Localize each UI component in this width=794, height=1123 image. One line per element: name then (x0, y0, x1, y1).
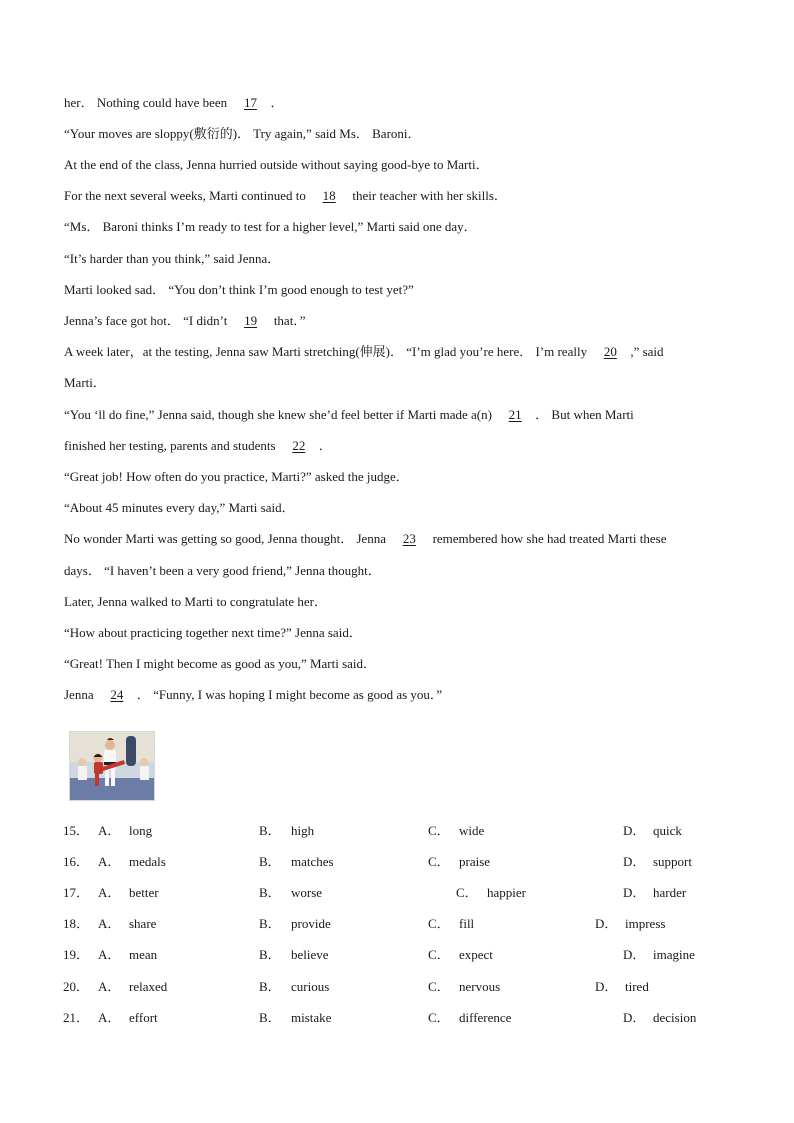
question-number: 16． (63, 854, 90, 869)
option-c[interactable]: praise (459, 854, 491, 869)
passage-text: “Your moves are sloppy(敷衍的)． Try again,” said Ms． Baroni． (64, 126, 421, 141)
option-a[interactable]: effort (129, 1010, 158, 1025)
option-d[interactable]: decision (653, 1010, 697, 1025)
passage-text: finished her testing, parents and students (64, 438, 279, 453)
passage-text: Jenna’s face got hot． “I didn’t (64, 313, 231, 328)
passage-text: Marti． (64, 375, 106, 390)
passage-line (64, 407, 634, 423)
option-letter-a: A． (98, 854, 121, 869)
question-number: 15． (63, 823, 90, 838)
passage-text: “You ‘ll do fine,” Jenna said, though she knew she’d feel better if Marti made a(n) (64, 407, 496, 422)
passage-line (64, 375, 106, 391)
option-c[interactable]: happier (487, 885, 526, 900)
option-c[interactable]: difference (459, 1010, 512, 1025)
blank-number: 24 (110, 687, 124, 702)
blank-number: 22 (292, 438, 306, 453)
passage-text: that．” (270, 313, 306, 328)
option-letter-a: A． (98, 1010, 121, 1025)
passage-text: “Great! Then I might become as good as you,” Marti said． (64, 656, 377, 671)
option-letter-b: B． (259, 885, 281, 900)
option-d[interactable]: harder (653, 885, 687, 900)
option-letter-c: C． (428, 947, 450, 962)
passage-line (64, 531, 666, 547)
blank-number: 20 (603, 344, 617, 359)
option-d[interactable]: quick (653, 823, 682, 838)
option-c[interactable]: nervous (459, 979, 501, 994)
passage-line (64, 126, 421, 142)
option-letter-d: D． (623, 947, 646, 962)
passage-text: “It’s harder than you think,” said Jenna． (64, 251, 281, 266)
option-letter-b: B． (259, 823, 281, 838)
option-c[interactable]: wide (459, 823, 485, 838)
option-d[interactable]: impress (625, 916, 666, 931)
option-letter-a: A． (98, 885, 121, 900)
passage-line (64, 500, 295, 516)
passage-line (64, 344, 664, 360)
option-letter-c: C． (456, 885, 478, 900)
blank-number: 23 (402, 531, 416, 546)
option-letter-d: D． (623, 823, 646, 838)
passage-line (64, 282, 414, 298)
passage-line (64, 95, 283, 111)
question-number: 20． (63, 979, 90, 994)
option-letter-d: D． (595, 979, 618, 994)
passage-text: Later, Jenna walked to Marti to congratulate her． (64, 594, 327, 609)
option-d[interactable]: support (653, 854, 692, 869)
question-number: 21． (63, 1010, 90, 1025)
option-a[interactable]: better (129, 885, 159, 900)
option-letter-b: B． (259, 979, 281, 994)
option-c[interactable]: expect (459, 947, 493, 962)
option-letter-c: C． (428, 1010, 450, 1025)
option-letter-c: C． (428, 854, 450, 869)
option-letter-b: B． (259, 947, 281, 962)
karate-scene-drawing (70, 732, 154, 800)
passage-line (64, 563, 381, 579)
option-b[interactable]: believe (291, 947, 329, 962)
blank-number: 21 (508, 407, 522, 422)
option-a[interactable]: relaxed (129, 979, 168, 994)
option-d[interactable]: tired (625, 979, 649, 994)
passage-text: ． (318, 438, 332, 453)
option-a[interactable]: medals (129, 854, 166, 869)
option-letter-c: C． (428, 823, 450, 838)
passage-text: For the next several weeks, Marti continued to (64, 188, 310, 203)
option-letter-a: A． (98, 823, 121, 838)
option-a[interactable]: long (129, 823, 153, 838)
option-b[interactable]: provide (291, 916, 331, 931)
passage-text: “Great job! How often do you practice, Marti?” asked the judge． (64, 469, 409, 484)
option-letter-c: C． (428, 979, 450, 994)
passage-text: her． Nothing could have been (64, 95, 231, 110)
option-letter-b: B． (259, 1010, 281, 1025)
passage-text: “Ms． Baroni thinks I’m ready to test for a higher level,” Marti said one day． (64, 219, 477, 234)
passage-text: ． (270, 95, 284, 110)
question-number: 17． (63, 885, 90, 900)
option-b[interactable]: worse (291, 885, 323, 900)
passage-text: ,” said (630, 344, 664, 359)
option-c[interactable]: fill (459, 916, 475, 931)
passage-line (64, 625, 362, 641)
blank-number: 17 (243, 95, 257, 110)
passage-line (64, 188, 507, 204)
passage-text: A week later，at the testing, Jenna saw Marti stretching(伸展)． “I’m glad you’re here． I’m really (64, 344, 591, 359)
option-letter-a: A． (98, 947, 121, 962)
option-letter-b: B． (259, 916, 281, 931)
option-letter-b: B． (259, 854, 281, 869)
option-letter-c: C． (428, 916, 450, 931)
passage-text: ． “Funny, I was hoping I might become as good as you．” (136, 687, 443, 702)
passage-line (64, 469, 409, 485)
question-number: 18． (63, 916, 90, 931)
option-b[interactable]: high (291, 823, 315, 838)
option-a[interactable]: mean (129, 947, 158, 962)
option-b[interactable]: mistake (291, 1010, 332, 1025)
passage-text: ． But when Marti (535, 407, 634, 422)
option-letter-d: D． (595, 916, 618, 931)
option-letter-a: A． (98, 916, 121, 931)
passage-text: Jenna (64, 687, 97, 702)
passage-line (64, 656, 376, 672)
blank-number: 19 (244, 313, 258, 328)
option-letter-d: D． (623, 885, 646, 900)
option-a[interactable]: share (129, 916, 157, 931)
passage-text: their teacher with her skills． (349, 188, 507, 203)
passage-line (64, 157, 489, 173)
passage-line (64, 438, 332, 454)
passage-line (64, 313, 306, 329)
passage-line (64, 219, 477, 235)
passage-text: days． “I haven’t been a very good friend,” Jenna thought． (64, 563, 381, 578)
passage-line (64, 594, 327, 610)
option-b[interactable]: matches (291, 854, 334, 869)
option-letter-d: D． (623, 1010, 646, 1025)
passage-text: No wonder Marti was getting so good, Jenna thought． Jenna (64, 531, 390, 546)
passage-text: remembered how she had treated Marti these (429, 531, 667, 546)
passage-text: “About 45 minutes every day,” Marti said． (64, 500, 295, 515)
passage-line (64, 251, 280, 267)
passage-text: “How about practicing together next time?” Jenna said． (64, 625, 362, 640)
option-letter-d: D． (623, 854, 646, 869)
option-b[interactable]: curious (291, 979, 330, 994)
option-letter-a: A． (98, 979, 121, 994)
passage-text: Marti looked sad． “You don’t think I’m good enough to test yet?” (64, 282, 414, 297)
karate-illustration (69, 731, 155, 801)
passage-line (64, 687, 442, 703)
option-d[interactable]: imagine (653, 947, 695, 962)
blank-number: 18 (322, 188, 336, 203)
question-number: 19． (63, 947, 90, 962)
passage-text: At the end of the class, Jenna hurried outside without saying good-bye to Marti． (64, 157, 489, 172)
